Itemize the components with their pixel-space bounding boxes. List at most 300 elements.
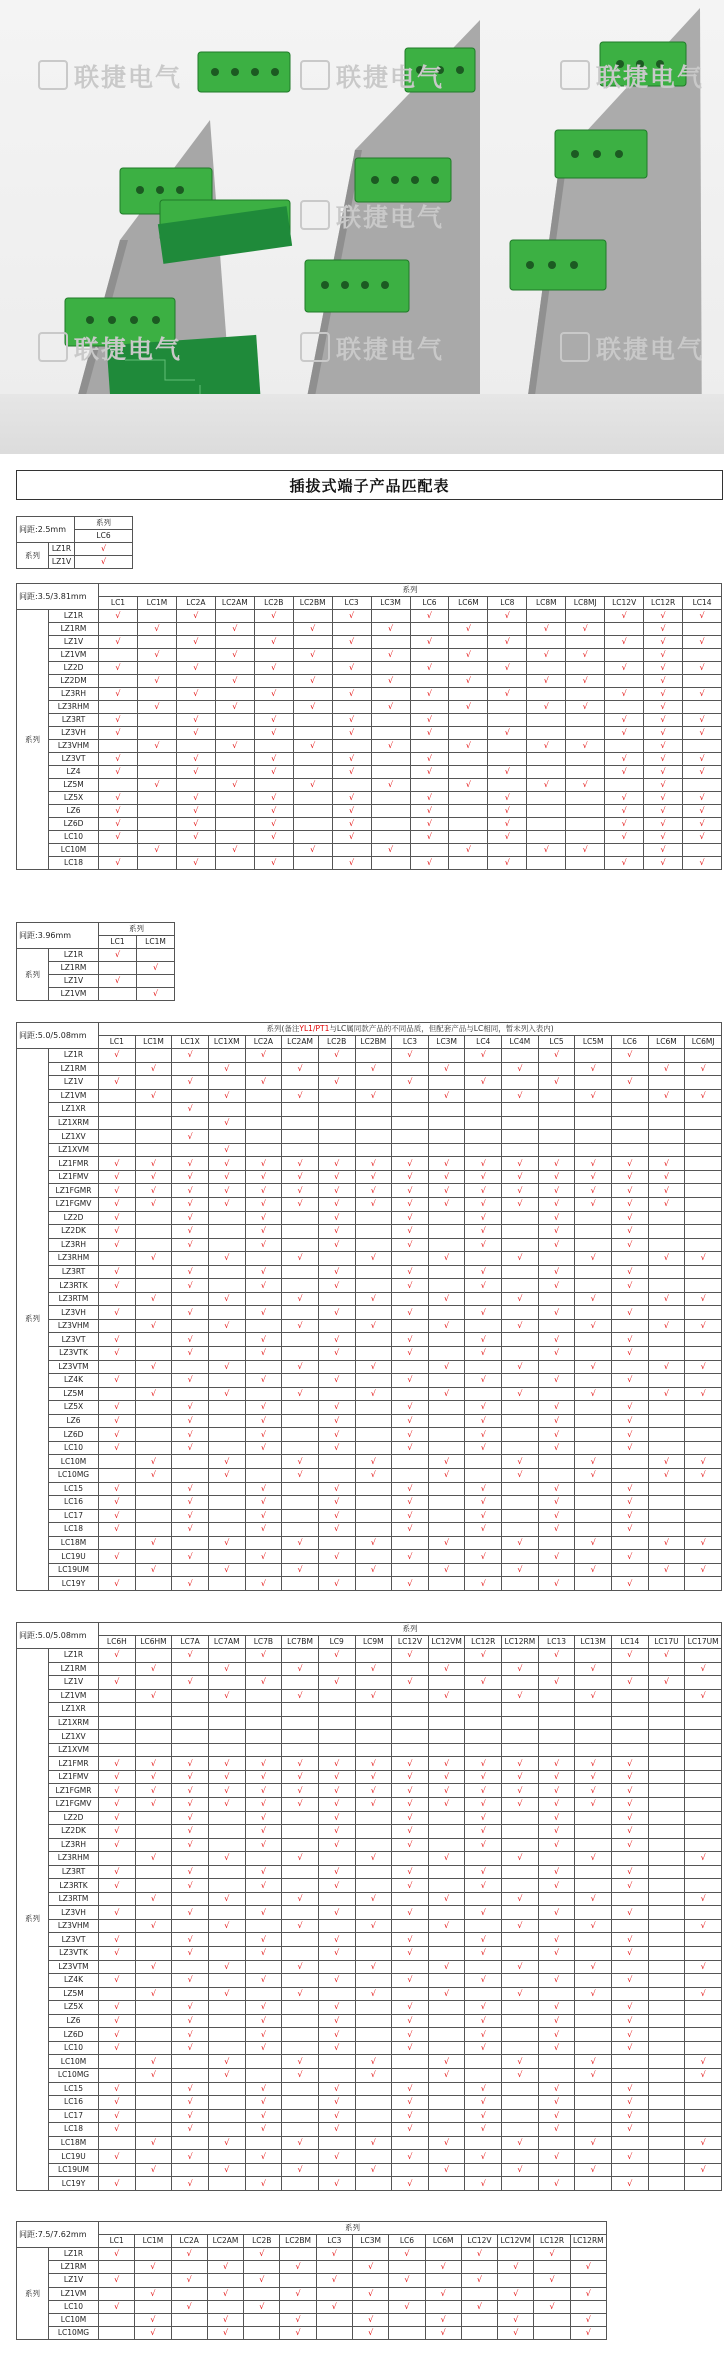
check-mark: √ <box>449 844 488 857</box>
empty-cell <box>527 831 566 844</box>
empty-cell <box>502 1347 539 1361</box>
table-row <box>17 1184 722 1198</box>
empty-cell <box>99 623 138 636</box>
table-row <box>17 2163 722 2177</box>
check-mark: √ <box>538 2109 575 2123</box>
check-mark: √ <box>502 1360 539 1374</box>
empty-cell <box>648 1947 685 1961</box>
empty-cell <box>245 1743 282 1757</box>
empty-cell <box>293 766 332 779</box>
empty-cell <box>575 1730 612 1744</box>
empty-cell <box>371 753 410 766</box>
empty-cell <box>648 1784 685 1798</box>
empty-cell <box>611 1662 648 1676</box>
column-header: LC17U <box>648 1636 685 1649</box>
empty-cell <box>135 1523 172 1537</box>
row-label: LZ3RHM <box>49 701 99 714</box>
empty-cell <box>99 2055 136 2069</box>
empty-cell <box>428 2150 465 2164</box>
check-mark: √ <box>538 2041 575 2055</box>
empty-cell <box>648 1879 685 1893</box>
column-header: LC8M <box>527 597 566 610</box>
row-label: LZ3RHM <box>49 1252 99 1266</box>
check-mark: √ <box>465 2150 502 2164</box>
check-mark: √ <box>566 779 605 792</box>
empty-cell <box>355 1865 392 1879</box>
empty-cell <box>355 1838 392 1852</box>
empty-cell <box>355 1374 392 1388</box>
check-mark: √ <box>318 1076 355 1090</box>
column-header: LC1M <box>135 1036 172 1049</box>
empty-cell <box>135 1374 172 1388</box>
check-mark: √ <box>318 1865 355 1879</box>
column-header: LC6MJ <box>685 1036 722 1049</box>
check-mark: √ <box>685 2136 722 2150</box>
table-row <box>17 1879 722 1893</box>
empty-cell <box>135 1906 172 1920</box>
empty-cell <box>135 1933 172 1947</box>
empty-cell <box>392 2136 429 2150</box>
empty-cell <box>648 1716 685 1730</box>
check-mark: √ <box>318 1550 355 1564</box>
empty-cell <box>282 2123 319 2137</box>
check-mark: √ <box>135 2261 171 2274</box>
check-mark: √ <box>172 1184 209 1198</box>
check-mark: √ <box>172 2177 209 2191</box>
check-mark: √ <box>465 1211 502 1225</box>
check-mark: √ <box>245 1225 282 1239</box>
check-mark: √ <box>648 1252 685 1266</box>
check-mark: √ <box>538 2177 575 2191</box>
empty-cell <box>428 1825 465 1839</box>
empty-cell <box>611 1292 648 1306</box>
row-label: LC15 <box>49 1482 99 1496</box>
empty-cell <box>488 753 527 766</box>
empty-cell <box>245 1130 282 1144</box>
check-mark: √ <box>538 1906 575 1920</box>
check-mark: √ <box>245 1076 282 1090</box>
check-mark: √ <box>611 1649 648 1663</box>
check-mark: √ <box>685 1455 722 1469</box>
check-mark: √ <box>135 1919 172 1933</box>
empty-cell <box>208 1577 245 1591</box>
check-mark: √ <box>318 1974 355 1988</box>
check-mark: √ <box>611 1523 648 1537</box>
check-mark: √ <box>644 792 683 805</box>
row-label: LZ3RTK <box>49 1879 99 1893</box>
check-mark: √ <box>428 1170 465 1184</box>
check-mark: √ <box>575 1536 612 1550</box>
empty-cell <box>135 1743 172 1757</box>
check-mark: √ <box>465 1279 502 1293</box>
empty-cell <box>611 1730 648 1744</box>
check-mark: √ <box>488 662 527 675</box>
check-mark: √ <box>538 1577 575 1591</box>
empty-cell <box>685 1757 722 1771</box>
empty-cell <box>465 1252 502 1266</box>
check-mark: √ <box>502 2136 539 2150</box>
check-mark: √ <box>502 1062 539 1076</box>
column-header: LC2B <box>318 1036 355 1049</box>
empty-cell <box>245 2068 282 2082</box>
empty-cell <box>428 1143 465 1157</box>
empty-cell <box>527 818 566 831</box>
check-mark: √ <box>428 1157 465 1171</box>
series-header-highlight: YL1/PT1 <box>299 1024 330 1033</box>
row-label: LZ1FGMV <box>49 1198 99 1212</box>
series-header <box>99 1023 722 1036</box>
empty-cell <box>316 2313 352 2326</box>
empty-cell <box>465 1468 502 1482</box>
check-mark: √ <box>465 1879 502 1893</box>
empty-cell <box>293 857 332 870</box>
empty-cell <box>428 1838 465 1852</box>
empty-cell <box>575 2150 612 2164</box>
row-label: LZ1V <box>49 2274 99 2287</box>
empty-cell <box>208 1676 245 1690</box>
empty-cell <box>575 1211 612 1225</box>
row-label: LC19Y <box>49 1577 99 1591</box>
check-mark: √ <box>254 714 293 727</box>
table-row <box>17 1103 722 1117</box>
empty-cell <box>685 1076 722 1090</box>
empty-cell <box>392 1130 429 1144</box>
check-mark: √ <box>392 1265 429 1279</box>
row-label: LZ1VM <box>49 988 99 1001</box>
check-mark: √ <box>208 1852 245 1866</box>
empty-cell <box>566 818 605 831</box>
empty-cell <box>208 1974 245 1988</box>
check-mark: √ <box>318 2014 355 2028</box>
empty-cell <box>428 1649 465 1663</box>
empty-cell <box>648 2014 685 2028</box>
check-mark: √ <box>208 1143 245 1157</box>
empty-cell <box>208 2150 245 2164</box>
check-mark: √ <box>392 1933 429 1947</box>
empty-cell <box>99 1468 136 1482</box>
empty-cell <box>575 1116 612 1130</box>
check-mark: √ <box>135 1536 172 1550</box>
row-label: LC16 <box>49 2096 99 2110</box>
empty-cell <box>392 1103 429 1117</box>
check-mark: √ <box>392 1906 429 1920</box>
empty-cell <box>171 2327 207 2340</box>
check-mark: √ <box>254 805 293 818</box>
check-mark: √ <box>208 1360 245 1374</box>
check-mark: √ <box>428 1987 465 2001</box>
check-mark: √ <box>355 2055 392 2069</box>
empty-cell <box>318 1852 355 1866</box>
table-row <box>17 2041 722 2055</box>
empty-cell <box>465 1987 502 2001</box>
empty-cell <box>282 1879 319 1893</box>
check-mark: √ <box>371 701 410 714</box>
empty-cell <box>428 1676 465 1690</box>
check-mark: √ <box>355 2068 392 2082</box>
empty-cell <box>648 2082 685 2096</box>
empty-cell <box>282 1906 319 1920</box>
check-mark: √ <box>605 766 644 779</box>
empty-cell <box>318 1892 355 1906</box>
empty-cell <box>683 844 722 857</box>
check-mark: √ <box>465 1401 502 1415</box>
check-mark: √ <box>99 636 138 649</box>
empty-cell <box>566 805 605 818</box>
empty-cell <box>488 623 527 636</box>
check-mark: √ <box>318 2150 355 2164</box>
watermark-logo: 联捷电气 <box>300 58 444 94</box>
check-mark: √ <box>135 1784 172 1798</box>
check-mark: √ <box>538 1482 575 1496</box>
spacing-label: 间距:3.5/3.81mm <box>17 584 99 610</box>
check-mark: √ <box>392 1333 429 1347</box>
check-mark: √ <box>538 2123 575 2137</box>
check-mark: √ <box>355 1852 392 1866</box>
empty-cell <box>282 1428 319 1442</box>
empty-cell <box>371 662 410 675</box>
empty-cell <box>282 1730 319 1744</box>
table-row <box>17 831 722 844</box>
check-mark: √ <box>172 1947 209 1961</box>
check-mark: √ <box>208 1784 245 1798</box>
table-row <box>17 1509 722 1523</box>
check-mark: √ <box>498 2261 534 2274</box>
empty-cell <box>318 1743 355 1757</box>
empty-cell <box>538 2163 575 2177</box>
check-mark: √ <box>318 2041 355 2055</box>
empty-cell <box>538 1716 575 1730</box>
check-mark: √ <box>465 1933 502 1947</box>
check-mark: √ <box>176 636 215 649</box>
empty-cell <box>392 1743 429 1757</box>
table-row <box>17 1062 722 1076</box>
row-label: LC19UM <box>49 2163 99 2177</box>
check-mark: √ <box>410 662 449 675</box>
check-mark: √ <box>611 1225 648 1239</box>
empty-cell <box>355 1103 392 1117</box>
empty-cell <box>355 1577 392 1591</box>
check-mark: √ <box>282 1292 319 1306</box>
empty-cell <box>465 1062 502 1076</box>
empty-cell <box>355 2150 392 2164</box>
check-mark: √ <box>208 1157 245 1171</box>
check-mark: √ <box>282 2068 319 2082</box>
check-mark: √ <box>208 1563 245 1577</box>
empty-cell <box>428 1703 465 1717</box>
check-mark: √ <box>449 649 488 662</box>
check-mark: √ <box>99 662 138 675</box>
check-mark: √ <box>465 1238 502 1252</box>
empty-cell <box>282 1577 319 1591</box>
table-row <box>17 857 722 870</box>
check-mark: √ <box>254 610 293 623</box>
empty-cell <box>611 1716 648 1730</box>
table-row <box>17 1441 722 1455</box>
empty-cell <box>137 857 176 870</box>
empty-cell <box>611 1089 648 1103</box>
empty-cell <box>208 1865 245 1879</box>
check-mark: √ <box>99 792 138 805</box>
check-mark: √ <box>538 1811 575 1825</box>
check-mark: √ <box>172 1265 209 1279</box>
table-row <box>17 1306 722 1320</box>
row-label: LZ1VM <box>49 649 99 662</box>
empty-cell <box>207 2274 243 2287</box>
empty-cell <box>488 675 527 688</box>
empty-cell <box>355 1496 392 1510</box>
empty-cell <box>135 1703 172 1717</box>
empty-cell <box>171 2313 207 2326</box>
empty-cell <box>355 1482 392 1496</box>
empty-cell <box>685 1225 722 1239</box>
row-label: LZ1R <box>49 543 75 556</box>
empty-cell <box>648 1906 685 1920</box>
check-mark: √ <box>282 1987 319 2001</box>
empty-cell <box>449 818 488 831</box>
empty-cell <box>208 1374 245 1388</box>
check-mark: √ <box>648 1184 685 1198</box>
empty-cell <box>527 714 566 727</box>
empty-cell <box>534 2313 570 2326</box>
check-mark: √ <box>282 1919 319 1933</box>
check-mark: √ <box>318 1523 355 1537</box>
empty-cell <box>208 1076 245 1090</box>
row-label: LC10M <box>49 2055 99 2069</box>
table-row <box>17 1852 722 1866</box>
check-mark: √ <box>332 636 371 649</box>
empty-cell <box>137 662 176 675</box>
empty-cell <box>135 1401 172 1415</box>
empty-cell <box>245 2055 282 2069</box>
check-mark: √ <box>566 623 605 636</box>
empty-cell <box>318 1319 355 1333</box>
empty-cell <box>355 1414 392 1428</box>
row-label: LZ3VTM <box>49 1360 99 1374</box>
check-mark: √ <box>318 1825 355 1839</box>
check-mark: √ <box>648 1649 685 1663</box>
empty-cell <box>685 1879 722 1893</box>
empty-cell <box>611 1143 648 1157</box>
row-label: LZ1RM <box>49 1062 99 1076</box>
empty-cell <box>465 2136 502 2150</box>
check-mark: √ <box>244 2274 280 2287</box>
check-mark: √ <box>137 988 175 1001</box>
column-header: LC12RM <box>570 2235 606 2248</box>
check-mark: √ <box>355 1455 392 1469</box>
row-label: LZ1R <box>49 949 99 962</box>
check-mark: √ <box>99 1879 136 1893</box>
empty-cell <box>611 1919 648 1933</box>
check-mark: √ <box>502 1387 539 1401</box>
empty-cell <box>465 1116 502 1130</box>
empty-cell <box>293 610 332 623</box>
empty-cell <box>538 1089 575 1103</box>
check-mark: √ <box>318 1879 355 1893</box>
table-row <box>17 2014 722 2028</box>
empty-cell <box>685 2014 722 2028</box>
empty-cell <box>575 1130 612 1144</box>
column-header: LC7A <box>172 1636 209 1649</box>
check-mark: √ <box>318 2028 355 2042</box>
check-mark: √ <box>449 675 488 688</box>
empty-cell <box>538 1892 575 1906</box>
check-mark: √ <box>99 1441 136 1455</box>
check-mark: √ <box>428 1089 465 1103</box>
check-mark: √ <box>282 1689 319 1703</box>
empty-cell <box>135 2300 171 2313</box>
empty-cell <box>575 1906 612 1920</box>
empty-cell <box>502 1265 539 1279</box>
empty-cell <box>355 2177 392 2191</box>
empty-cell <box>428 1577 465 1591</box>
check-mark: √ <box>465 1265 502 1279</box>
check-mark: √ <box>355 1919 392 1933</box>
check-mark: √ <box>611 1279 648 1293</box>
row-label: LZ3VT <box>49 753 99 766</box>
empty-cell <box>135 2028 172 2042</box>
check-mark: √ <box>99 1933 136 1947</box>
check-mark: √ <box>99 1238 136 1252</box>
check-mark: √ <box>605 792 644 805</box>
compat-table-t396 <box>16 922 175 1001</box>
check-mark: √ <box>355 1662 392 1676</box>
check-mark: √ <box>538 2150 575 2164</box>
row-label: LZ3VTM <box>49 1960 99 1974</box>
empty-cell <box>605 649 644 662</box>
empty-cell <box>207 2300 243 2313</box>
check-mark: √ <box>502 1563 539 1577</box>
check-mark: √ <box>172 1906 209 1920</box>
check-mark: √ <box>611 1947 648 1961</box>
check-mark: √ <box>245 1238 282 1252</box>
check-mark: √ <box>538 1676 575 1690</box>
check-mark: √ <box>389 2274 425 2287</box>
empty-cell <box>685 2109 722 2123</box>
empty-cell <box>135 1550 172 1564</box>
check-mark: √ <box>502 1468 539 1482</box>
empty-cell <box>282 1716 319 1730</box>
table-row <box>17 2136 722 2150</box>
check-mark: √ <box>538 1333 575 1347</box>
column-header: LC1M <box>135 2235 171 2248</box>
empty-cell <box>502 1933 539 1947</box>
check-mark: √ <box>465 1482 502 1496</box>
empty-cell <box>280 2300 316 2313</box>
check-mark: √ <box>611 1333 648 1347</box>
empty-cell <box>502 2177 539 2191</box>
row-label: LZ3VTK <box>49 1947 99 1961</box>
check-mark: √ <box>575 1757 612 1771</box>
check-mark: √ <box>575 1987 612 2001</box>
row-label: LZ3RT <box>49 1265 99 1279</box>
empty-cell <box>575 1265 612 1279</box>
check-mark: √ <box>355 1770 392 1784</box>
empty-cell <box>172 1360 209 1374</box>
check-mark: √ <box>648 1676 685 1690</box>
check-mark: √ <box>648 1292 685 1306</box>
empty-cell <box>332 623 371 636</box>
check-mark: √ <box>99 857 138 870</box>
table-row <box>17 1482 722 1496</box>
row-label: LZ4K <box>49 1374 99 1388</box>
empty-cell <box>208 1401 245 1415</box>
row-label: LC10MG <box>49 1468 99 1482</box>
empty-cell <box>371 714 410 727</box>
empty-cell <box>135 1347 172 1361</box>
check-mark: √ <box>135 1387 172 1401</box>
empty-cell <box>245 1689 282 1703</box>
check-mark: √ <box>465 1198 502 1212</box>
